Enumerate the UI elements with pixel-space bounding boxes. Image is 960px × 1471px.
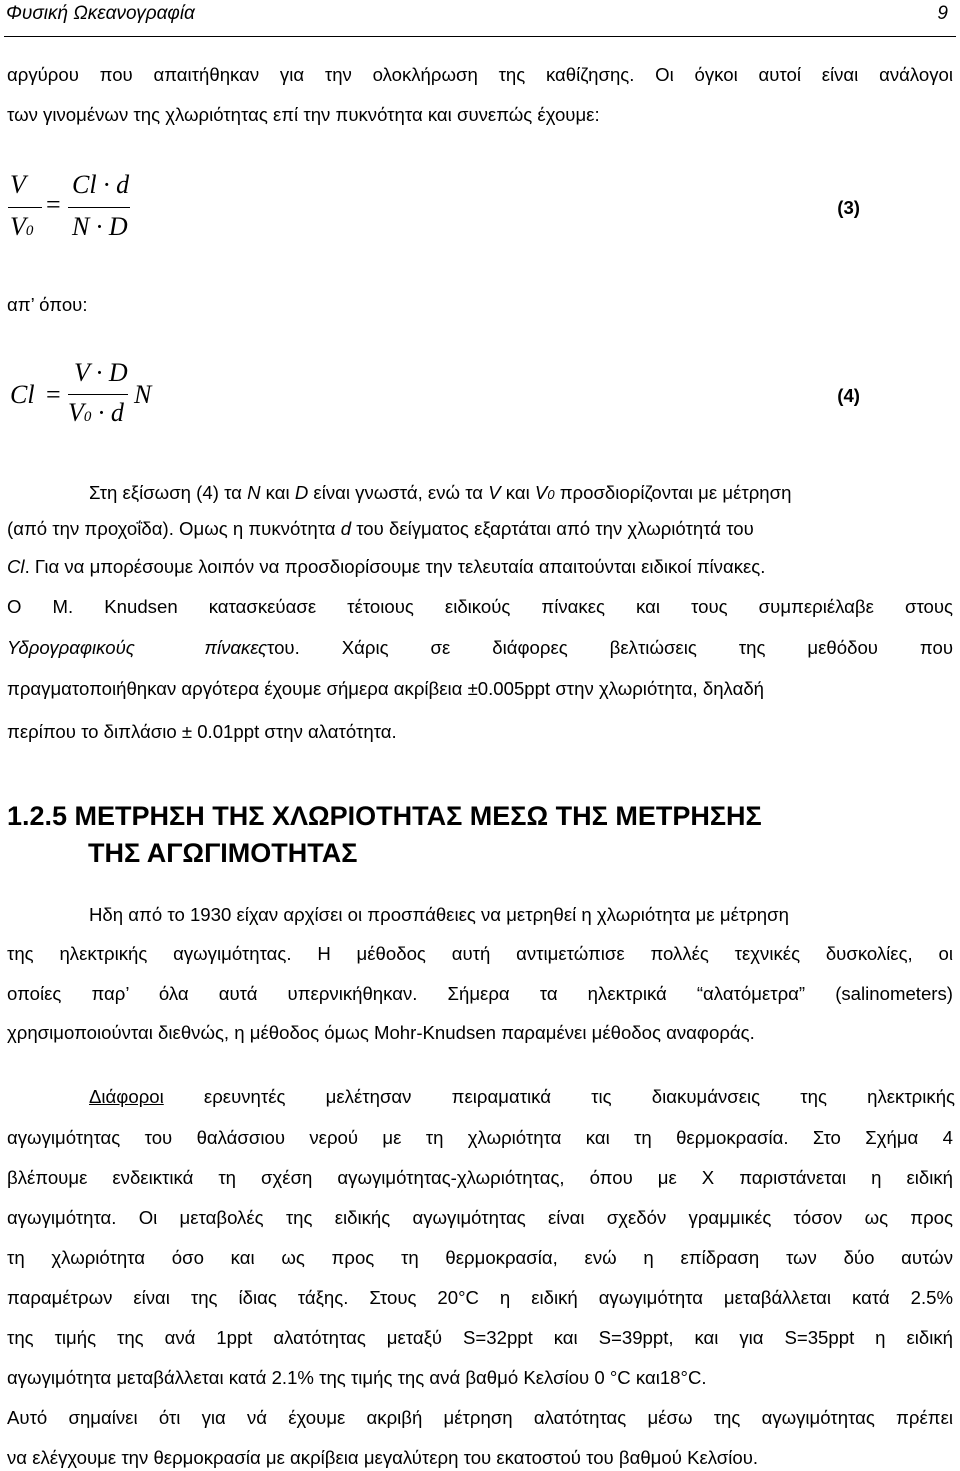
para3-line-7: της τιμής της ανά 1ppt αλατότητας μεταξύ S=32ppt και S=39ppt, και για S=35ppt η ειδική xyxy=(7,1327,953,1348)
para3-line-10: να ελέγχουμε την θερμοκρασία με ακρίβεια μεγαλύτερη του εκατοστού του βαθμού Κελσίου. xyxy=(7,1447,759,1468)
intro-line-1: αργύρου που απαιτήθηκαν για την ολοκλήρωση της καθίζησης. Οι όγκοι αυτοί είναι ανάλογοι xyxy=(7,64,953,85)
eq3-rhs-numerator: Cl · d xyxy=(72,170,130,199)
para1-line-5: Υδρογραφικούς πίνακεςτου. Χάρις σε διάφορες βελτιώσεις της μεθόδου που xyxy=(7,637,953,658)
where-text: απ’ όπου: xyxy=(7,294,88,315)
equation-4-label: (4) xyxy=(837,385,860,406)
para3-line-3: βλέπουμε ενδεικτικά τη σχέση αγωγιμότητας-χλωριότητας, όπου με Χ παριστάνεται η ειδική xyxy=(7,1167,953,1188)
section-heading-line-2: ΤΗΣ ΑΓΩΓΙΜΟΤΗΤΑΣ xyxy=(88,838,358,868)
para3-line-1: Διάφοροι ερευνητές μελέτησαν πειραματικά τις διακυμάνσεις της ηλεκτρικής xyxy=(89,1086,955,1107)
equation-4 xyxy=(0,0,960,460)
eq4-lhs: Cl xyxy=(10,380,35,409)
intro-line-2: των γινομένων της χλωριότητας επί την πυκνότητα και συνεπώς έχουμε: xyxy=(7,104,600,125)
eq4-numerator: V · D xyxy=(74,358,128,387)
para1-line-2: (από την προχοΐδα). Ομως η πυκνότητα d του δείγματος εξαρτάται από την χλωριότητά του xyxy=(7,518,754,539)
para1-line-6: πραγματοποιήθηκαν αργότερα έχουμε σήμερα ακρίβεια ±0.005ppt στην χλωριότητα, δηλαδή xyxy=(7,678,765,699)
para3-line-8: αγωγιμότητα μεταβάλλεται κατά 2.1% της τιμής της ανά βαθμό Κελσίου 0 °C και18°C. xyxy=(7,1367,707,1388)
para3-line-4: αγωγιμότητα. Οι μεταβολές της ειδικής αγωγιμότητας είναι σχεδόν γραμμικές τόσον ως προς xyxy=(7,1207,953,1228)
eq4-equals: = xyxy=(46,380,61,409)
para3-line-5: τη χλωριότητα όσο και ως προς τη θερμοκρασία, ενώ η επίδραση των δύο αυτών xyxy=(7,1247,953,1268)
para2-line-1: Ηδη από το 1930 είχαν αρχίσει οι προσπάθειες να μετρηθεί η χλωριότητα με μέτρηση xyxy=(89,904,789,925)
para2-line-2: της ηλεκτρικής αγωγιμότητας. Η μέθοδος αυτή αντιμετώπισε πολλές τεχνικές δυσκολίες, οι xyxy=(7,943,953,964)
para3-line-2: αγωγιμότητας του θαλάσσιου νερού με τη χλωριότητα και τη θερμοκρασία. Στο Σχήμα 4 xyxy=(7,1127,953,1148)
eq4-factor: N xyxy=(134,380,152,409)
equation-3-label: (3) xyxy=(837,197,860,218)
para1-line-7: περίπου το διπλάσιο ± 0.01ppt στην αλατότητα. xyxy=(7,721,397,742)
section-heading-line-1: 1.2.5 ΜΕΤΡΗΣΗ ΤΗΣ ΧΛΩΡΙΟΤΗΤΑΣ ΜΕΣΩ ΤΗΣ ΜΕΤΡΗΣΗΣ xyxy=(7,801,762,831)
para1-line-1: Στη εξίσωση (4) τα N και D είναι γνωστά, ενώ τα V και V0 προσδιορίζονται με μέτρηση xyxy=(89,482,792,503)
para3-line-6: παραμέτρων είναι της ίδιας τάξης. Στους 20°C η ειδική αγωγιμότητα μεταβάλλεται κατά 2.5% xyxy=(7,1287,953,1308)
eq4-denominator: V0 · d xyxy=(68,398,124,427)
eq3-lhs-denominator: V0 xyxy=(10,212,34,241)
eq3-rhs-denominator: N · D xyxy=(72,212,128,241)
eq4-fraction-bar xyxy=(68,394,128,395)
eq3-lhs-numerator: V xyxy=(10,170,26,199)
para1-line-4: Ο Μ. Knudsen κατασκεύασε τέτοιους ειδικούς πίνακες και τους συμπεριέλαβε στους xyxy=(7,596,953,617)
para2-line-4: χρησιμοποιούνται διεθνώς, η μέθοδος όμως Mohr-Knudsen παραμένει μέθοδος αναφοράς. xyxy=(7,1022,755,1043)
running-title: Φυσική Ωκεανογραφία xyxy=(6,3,195,24)
page-number: 9 xyxy=(937,3,948,24)
para3-line-9: Αυτό σημαίνει ότι για νά έχουμε ακριβή μέτρηση αλατότητας μέσω της αγωγιμότητας πρέπει xyxy=(7,1407,953,1428)
para2-line-3: οποίες παρ’ όλα αυτά υπερνικήθηκαν. Σήμερα τα ηλεκτρικά “αλατόμετρα” (salinometers) xyxy=(7,983,953,1004)
eq3-equals: = xyxy=(46,190,61,219)
para1-line-3: Cl. Για να μπορέσουμε λοιπόν να προσδιορίσουμε την τελευταία απαιτούνται ειδικοί πίνακες. xyxy=(7,556,766,577)
